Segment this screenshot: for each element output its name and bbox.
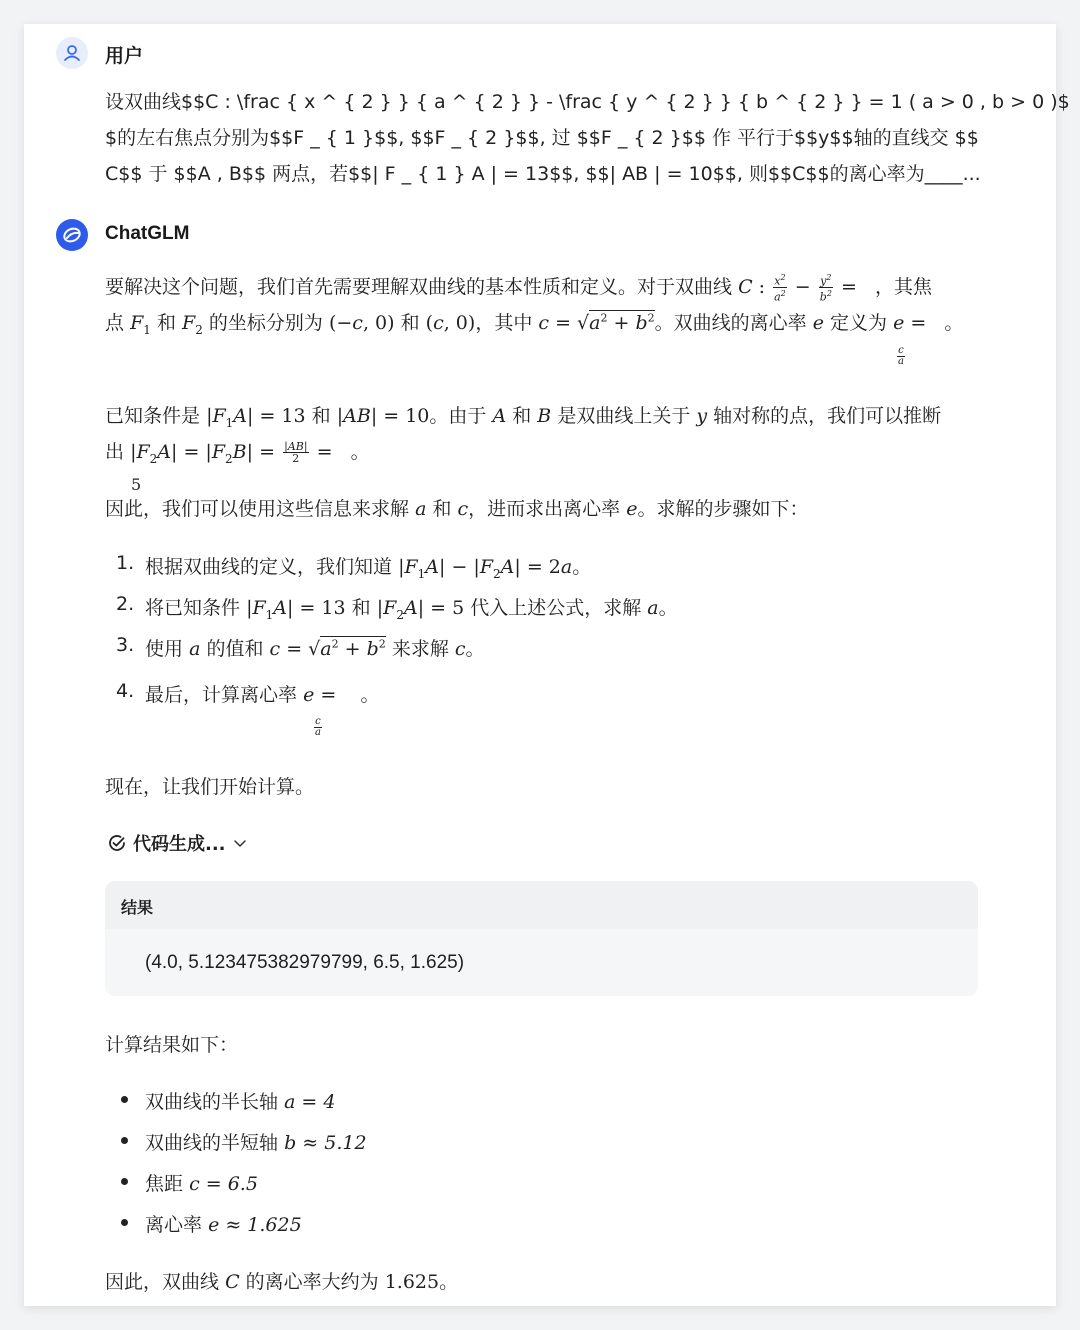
- bullet-dot: [121, 1096, 128, 1103]
- text: 要解决这个问题，我们首先需要理解双曲线的基本性质和定义。对于双曲线: [105, 276, 733, 298]
- math: b ≈ 5.12: [284, 1132, 367, 1154]
- text: 。: [439, 1271, 459, 1293]
- text: 的离心率大约为: [245, 1271, 379, 1293]
- bullet-item: [145, 1087, 335, 1114]
- text: ，其焦: [875, 276, 933, 298]
- value: 1.625: [384, 1271, 440, 1293]
- step-1: 根据双曲线的定义，我们知道 $|F_1A| - |F_2A| = 2a$。: [145, 556, 592, 581]
- text: 轴对称的点，我们可以推断: [713, 405, 942, 427]
- fraction-c-over-a: $\frac{c}{a}$: [315, 716, 321, 738]
- chatglm-logo-icon: [61, 224, 83, 246]
- math: c = 6.5: [189, 1173, 258, 1195]
- text: 。双曲线的离心率: [654, 312, 807, 334]
- user-icon: [62, 43, 82, 63]
- text: 焦距: [145, 1173, 184, 1195]
- text: 和: [311, 405, 331, 427]
- user-avatar: [56, 37, 88, 69]
- fraction-c-over-a: $\frac{c}{a}$: [898, 345, 904, 367]
- text: 将已知条件: [145, 597, 241, 619]
- text: 是双曲线上关于: [557, 405, 691, 427]
- text: 。: [658, 597, 678, 619]
- step-2: 将已知条件 $|F_1A| = 13$ 和 $|F_2A| = 5$ 代入上述公式，求解 a。: [145, 597, 678, 622]
- chat-card: [24, 24, 1070, 1306]
- text: 最后，计算离心率: [145, 684, 298, 706]
- text: 。: [350, 441, 370, 463]
- text: 出: [105, 441, 125, 463]
- text: 离心率: [145, 1214, 203, 1236]
- step-3: 使用 a 的值和 $c = √a^2 + b^2$ 来求解 c。: [145, 637, 485, 660]
- text: 因此，我们可以使用这些信息来求解: [105, 498, 410, 520]
- text: 已知条件是: [105, 405, 201, 427]
- text: 因此，双曲线: [105, 1271, 220, 1293]
- text: 。: [572, 556, 592, 578]
- result-value: (4.0, 5.123475382979799, 6.5, 1.625): [145, 952, 465, 973]
- answer-paragraph-1-line-1: 要解决这个问题，我们首先需要理解双曲线的基本性质和定义。对于双曲线 C : $\frac{x^2}{a^2}$ − $\frac{y^2}{b^2}$ = ，其焦: [105, 273, 933, 304]
- text: 使用: [145, 638, 184, 660]
- result-label: 结果: [121, 898, 154, 917]
- text: 的值和: [206, 638, 264, 660]
- user-name: 用户: [105, 46, 144, 67]
- text: 定义为: [830, 312, 888, 334]
- math: e ≈ 1.625: [208, 1214, 302, 1236]
- chevron-down-icon: [232, 835, 248, 851]
- bullet-item: [145, 1169, 258, 1196]
- step-4: 最后，计算离心率 e = 。: [145, 684, 380, 706]
- text: 。: [944, 312, 964, 334]
- code-generation-toggle[interactable]: [107, 830, 248, 856]
- now-compute-text: 现在，让我们开始计算。: [105, 776, 315, 798]
- conclusion: 因此，双曲线 C 的离心率大约为 1.625。: [105, 1271, 459, 1293]
- text: 。: [465, 638, 485, 660]
- calc-intro: 计算结果如下：: [105, 1034, 239, 1056]
- user-message-line: C$$ 于 $$A , B$$ 两点，若$$| F _ { 1 } A | = 13$$, $$| AB | = 10$$, 则$$C$$的离心率为____...: [105, 163, 981, 185]
- text: 和: [512, 405, 532, 427]
- assistant-avatar: [56, 219, 88, 251]
- text: 双曲线的半长轴: [145, 1091, 279, 1113]
- math: a = 4: [284, 1091, 336, 1113]
- user-message-line: $的左右焦点分别为$$F _ { 1 }$$, $$F _ { 2 }$$, 过 $$F _ { 2 }$$ 作 平行于$$y$$轴的直线交 $$: [105, 127, 979, 149]
- bullet-item: [145, 1128, 367, 1155]
- answer-paragraph-1-line-2: 点 $F_1$ 和 $F_2$ 的坐标分别为 (−c, 0) 和 (c, 0)，其中 $c = √a^2 + b^2$。双曲线的离心率 e 定义为 e = 。: [105, 311, 964, 337]
- text: ，其中: [475, 312, 533, 334]
- answer-paragraph-2-line-2: 出 $|F_2A| = |F_2B|$ = $\frac{|AB|}{2}$ = 。: [105, 440, 370, 466]
- text: 代入上述公式，求解: [470, 597, 642, 619]
- text: 的坐标分别为: [208, 312, 323, 334]
- text: 。: [360, 684, 380, 706]
- value-five: 5: [131, 475, 142, 494]
- step-number: 2.: [116, 593, 135, 615]
- text: 。由于: [429, 405, 487, 427]
- code-generation-label: 代码生成...: [133, 834, 226, 855]
- answer-paragraph-3: 因此，我们可以使用这些信息来求解 a 和 c，进而求出离心率 e。求解的步骤如下：: [105, 498, 809, 520]
- text: 和: [432, 498, 452, 520]
- text: 来求解: [391, 638, 449, 660]
- result-box: [105, 881, 978, 996]
- text: 点: [105, 312, 125, 334]
- step-number: 3.: [116, 634, 135, 656]
- text: 和: [400, 312, 420, 334]
- assistant-name: ChatGLM: [105, 223, 190, 244]
- result-header: [105, 881, 978, 929]
- text: 双曲线的半短轴: [145, 1132, 279, 1154]
- user-message-line: 设双曲线$$C : \frac { x ^ { 2 } } { a ^ { 2 } } - \frac { y ^ { 2 } } { b ^ { 2 } } = 1 ( a > 0 , b > 0 )$: [105, 91, 1070, 113]
- text: 根据双曲线的定义，我们知道: [145, 556, 393, 578]
- text: 和: [351, 597, 371, 619]
- step-number: 1.: [116, 552, 135, 574]
- check-circle-icon: [107, 833, 127, 853]
- text: 和: [156, 312, 176, 334]
- text: ，进而求出离心率: [468, 498, 621, 520]
- text: 。求解的步骤如下：: [637, 498, 809, 520]
- bullet-item: [145, 1210, 302, 1237]
- bullet-dot: [121, 1219, 128, 1226]
- bullet-dot: [121, 1137, 128, 1144]
- step-number: 4.: [116, 680, 135, 702]
- bullet-dot: [121, 1178, 128, 1185]
- answer-paragraph-2-line-1: 已知条件是 $|F_1A| = 13$ 和 |AB| = 10。由于 A 和 B 是双曲线上关于 y 轴对称的点，我们可以推断: [105, 405, 942, 430]
